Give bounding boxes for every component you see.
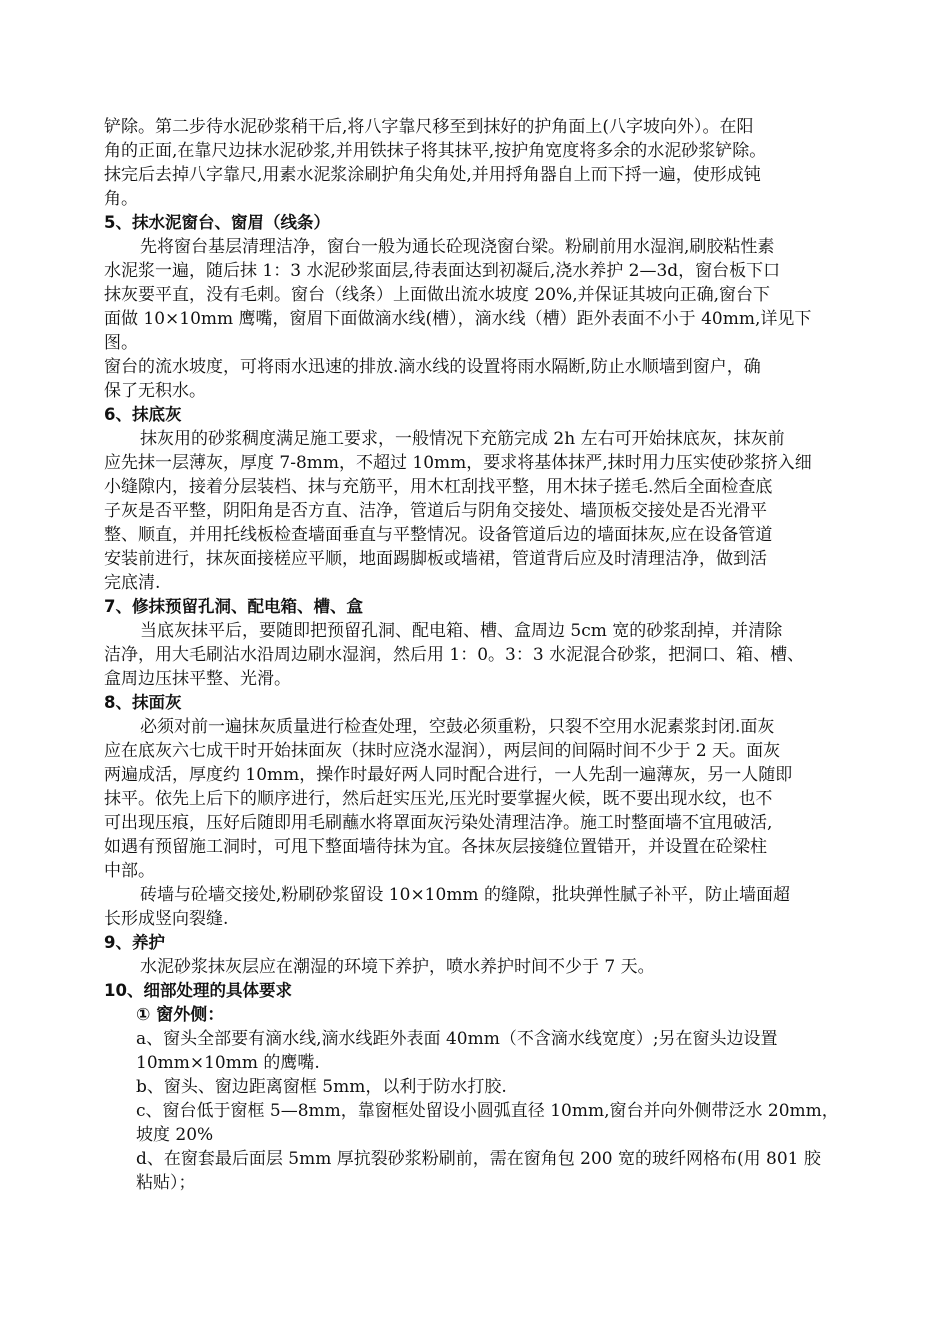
body-text-line: 当底灰抹平后，要随即把预留孔洞、配电箱、槽、盒周边 5cm 宽的砂浆刮掉，并清除	[140, 621, 783, 641]
body-text-line: 窗台的流水坡度，可将雨水迅速的排放.滴水线的设置将雨水隔断,防止水顺墙到窗户，确	[104, 357, 761, 377]
body-text-line: 完底清.	[104, 573, 161, 593]
body-text-line: 两遍成活，厚度约 10mm，操作时最好两人同时配合进行，一人先刮一遍薄灰，另一人随即	[104, 765, 793, 785]
body-text-line: 如遇有预留施工洞时，可甩下整面墙待抹为宜。各抹灰层接缝位置错开，并设置在砼梁柱	[104, 837, 767, 857]
body-text-line: 必须对前一遍抹灰质量进行检查处理，空鼓必须重粉，只裂不空用水泥素浆封闭.面灰	[140, 717, 775, 737]
body-text-line: 水泥浆一遍，随后抹 1：3 水泥砂浆面层,待表面达到初凝后,浇水养护 2—3d，窗台板下口	[104, 261, 781, 281]
body-text-line: 应先抹一层薄灰，厚度 7-8mm，不超过 10mm，要求将基体抹严,抹时用力压实使砂浆挤入细	[104, 453, 812, 473]
body-text-line: 长形成竖向裂缝.	[104, 909, 229, 929]
body-text-line: 铲除。第二步待水泥砂浆稍干后,将八字靠尺移至到抹好的护角面上(八字坡向外）。在阳	[104, 117, 754, 137]
body-text-line: 安装前进行，抹灰面接槎应平顺，地面踢脚板或墙裙，管道背后应及时清理洁净，做到活	[104, 549, 767, 569]
body-text-line: 水泥砂浆抹灰层应在潮湿的环境下养护，喷水养护时间不少于 7 天。	[140, 957, 655, 977]
body-text-line: 抹平。依先上后下的顺序进行，然后赶实压光,压光时要掌握火候，既不要出现水纹，也不	[104, 789, 773, 809]
section-heading: 9、养护	[104, 933, 165, 952]
body-text-line: 盒周边压抹平整、光滑。	[104, 669, 291, 689]
body-text-line: b、窗头、窗边距离窗框 5mm，以利于防水打胶.	[136, 1077, 507, 1097]
body-text-line: 抹灰用的砂浆稠度满足施工要求，一般情况下充筋完成 2h 左右可开始抹底灰，抹灰前	[140, 429, 785, 449]
body-text-line: 先将窗台基层清理洁净，窗台一般为通长砼现浇窗台梁。粉刷前用水湿润,刷胶粘性素	[140, 237, 775, 257]
body-text-line: 图。	[104, 333, 138, 353]
body-text-line: d、在窗套最后面层 5mm 厚抗裂砂浆粉刷前，需在窗角包 200 宽的玻纤网格布(用 801 胶	[136, 1149, 821, 1169]
body-text-line: 小缝隙内，接着分层装档、抹与充筋平，用木杠刮找平整，用木抹子搓毛.然后全面检查底	[104, 477, 773, 497]
section-heading: 10、细部处理的具体要求	[104, 981, 292, 1000]
section-heading: 6、抹底灰	[104, 405, 182, 424]
section-heading: 7、修抹预留孔洞、配电箱、槽、盒	[104, 597, 363, 616]
body-text-line: a、窗头全部要有滴水线,滴水线距外表面 40mm（不含滴水线宽度）;另在窗头边设置	[136, 1029, 778, 1049]
body-text-line: 保了无积水。	[104, 381, 206, 401]
body-text-line: 整、顺直，并用托线板检查墙面垂直与平整情况。设备管道后边的墙面抹灰,应在设备管道	[104, 525, 773, 545]
subsection-heading: ① 窗外侧：	[136, 1005, 225, 1025]
body-text-line: 角。	[104, 189, 138, 209]
body-text-line: 洁净，用大毛刷沾水沿周边刷水湿润，然后用 1：0。3：3 水泥混合砂浆，把洞口、箱、槽、	[104, 645, 805, 665]
body-text-line: 10mm×10mm 的鹰嘴.	[136, 1053, 320, 1073]
body-text-line: c、窗台低于窗框 5—8mm，靠窗框处留设小圆弧直径 10mm,窗台并向外侧带泛水 20mm，	[136, 1101, 839, 1121]
section-heading: 8、抹面灰	[104, 693, 182, 712]
body-text-line: 面做 10×10mm 鹰嘴，窗眉下面做滴水线(槽），滴水线（槽）距外表面不小于 40mm,详见下	[104, 309, 812, 329]
body-text-line: 粘贴）；	[136, 1173, 196, 1193]
body-text-line: 应在底灰六七成干时开始抹面灰（抹时应浇水湿润），两层间的间隔时间不少于 2 天。面灰	[104, 741, 781, 761]
body-text-line: 抹完后去掉八字靠尺,用素水泥浆涂刷护角尖角处,并用捋角器自上而下捋一遍，使形成钝	[104, 165, 761, 185]
body-text-line: 可出现压痕，压好后随即用毛刷蘸水将罩面灰污染处清理洁净。施工时整面墙不宜甩破活,	[104, 813, 773, 833]
section-heading: 5、抹水泥窗台、窗眉（线条）	[104, 213, 330, 232]
body-text-line: 抹灰要平直，没有毛刺。窗台（线条）上面做出流水坡度 20%,并保证其坡向正确,窗台下	[104, 285, 770, 305]
body-text-line: 坡度 20%	[136, 1125, 214, 1145]
body-text-line: 子灰是否平整，阴阳角是否方直、洁净，管道后与阴角交接处、墙顶板交接处是否光滑平	[104, 501, 767, 521]
body-text-line: 中部。	[104, 861, 155, 881]
body-text-line: 角的正面,在靠尺边抹水泥砂浆,并用铁抹子将其抹平,按护角宽度将多余的水泥砂浆铲除。	[104, 141, 767, 161]
body-text-line: 砖墙与砼墙交接处,粉刷砂浆留设 10×10mm 的缝隙，批块弹性腻子补平，防止墙面超	[140, 885, 790, 905]
